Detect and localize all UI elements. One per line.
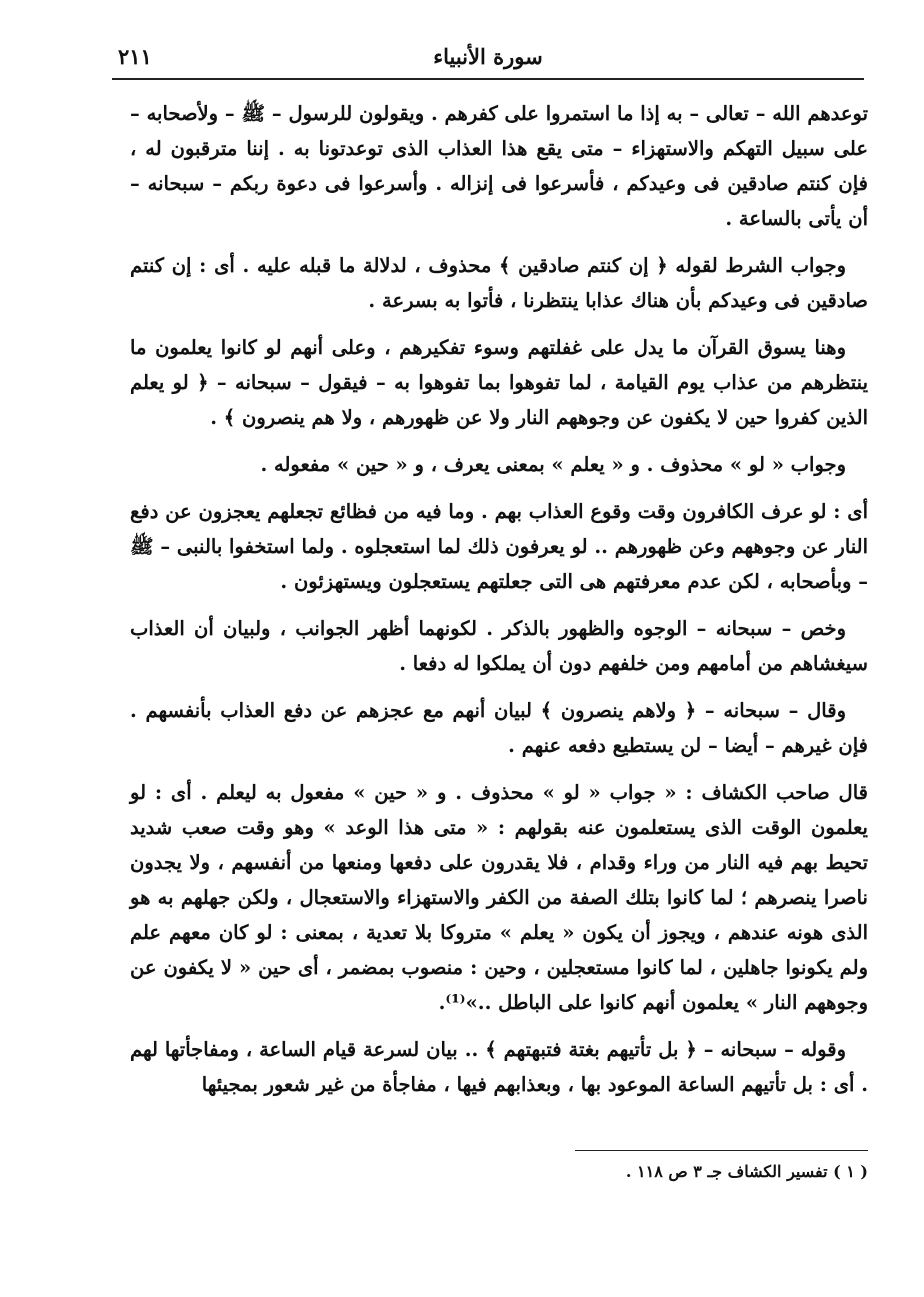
main-text xyxy=(130,96,868,1114)
paragraph-8: قال صاحب الكشاف : « جواب « لو » محذوف . و « حين » مفعول به ليعلم . أى : لو يعلمون الوقت الذى يستعلمون عنه بقولهم : « متى هذا الوعد » وهو وقت صعب شديد تحيط بهم فيه النار من وراء وقدام ، فلا يقدرون على دفعها ومنعها من أنفسهم ، ولا يجدون ناصرا ينصرهم ؛ لما كانوا بتلك الصفة من الكفر والاستهزاء والاستعجال ، ولكن جهلهم به هو الذى هونه عندهم ، ويجوز أن يكون « يعلم » متروكا بلا تعدية ، بمعنى : لو كان معهم علم ولم يكونوا جاهلين ، لما كانوا مستعجلين ، وحين : منصوب بمضمر ، أى حين « لا يكفون عن وجوههم النار » يعلمون أنهم كانوا على الباطل ..»⁽¹⁾. xyxy=(130,781,868,1014)
paragraph-7: وقال – سبحانه – ﴿ ولاهم ينصرون ﴾ لبيان أنهم مع عجزهم عن دفع العذاب بأنفسهم . فإن غيرهم – أيضا – لن يستطيع دفعه عنهم . xyxy=(130,699,868,757)
paragraph-3: وهنا يسوق القرآن ما يدل على غفلتهم وسوء تفكيرهم ، وعلى أنهم لو كانوا يعلمون ما ينتظرهم من عذاب يوم القيامة ، لما تفوهوا بما تفوهوا به – فيقول – سبحانه – ﴿ لو يعلم الذين كفروا حين لا يكفون عن وجوههم النار ولا عن ظهورهم ، ولا هم ينصرون ﴾ . xyxy=(130,336,868,429)
paragraph-2: وجواب الشرط لقوله ﴿ إن كنتم صادقين ﴾ محذوف ، لدلالة ما قبله عليه . أى : إن كنتم صادقين فى وعيدكم بأن هناك عذابا ينتظرنا ، فأتوا به بسرعة . xyxy=(130,254,868,312)
page-header xyxy=(112,36,864,80)
paragraph-5: أى : لو عرف الكافرون وقت وقوع العذاب بهم . وما فيه من فظائع تجعلهم يعجزون عن دفع النار عن وجوههم وعن ظهورهم .. لو يعرفون ذلك لما استعجلوه . ولما استخفوا بالنبى – ﷺ – وبأصحابه ، لكن عدم معرفتهم هى التى جعلتهم يستعجلون ويستهزئون . xyxy=(130,500,868,593)
paragraph-1: توعدهم الله – تعالى – به إذا ما استمروا على كفرهم . ويقولون للرسول – ﷺ – ولأصحابه – على سبيل التهكم والاستهزاء – متى يقع هذا العذاب الذى توعدتونا به . إننا مترقبون له ، فإن كنتم صادقين فى وعيدكم ، فأسرعوا فى إنزاله . وأسرعوا فى دعوة ربكم – سبحانه – أن يأتى بالساعة . xyxy=(130,102,868,230)
surah-title: سورة الأنبياء xyxy=(433,44,543,69)
footnote: ( ١ ) تفسير الكشاف جـ ٣ ص ١١٨ . xyxy=(625,1162,868,1181)
paragraph-4: وجواب « لو » محذوف . و « يعلم » بمعنى يعرف ، و « حين » مفعوله . xyxy=(260,453,846,476)
paragraph-9: وقوله – سبحانه – ﴿ بل تأتيهم بغتة فتبهتهم ﴾ .. بيان لسرعة قيام الساعة ، ومفاجأتها لهم . أى : بل تأتيهم الساعة الموعود بها ، وبعذابهم فيها ، مفاجأة من غير شعور بمجيئها xyxy=(130,1038,868,1096)
page-number: ٢١١ xyxy=(118,44,152,69)
footnote-divider xyxy=(575,1150,868,1151)
paragraph-6: وخص – سبحانه – الوجوه والظهور بالذكر . لكونهما أظهر الجوانب ، ولبيان أن العذاب سيغشاهم من أمامهم ومن خلفهم دون أن يملكوا له دفعا . xyxy=(130,617,868,675)
